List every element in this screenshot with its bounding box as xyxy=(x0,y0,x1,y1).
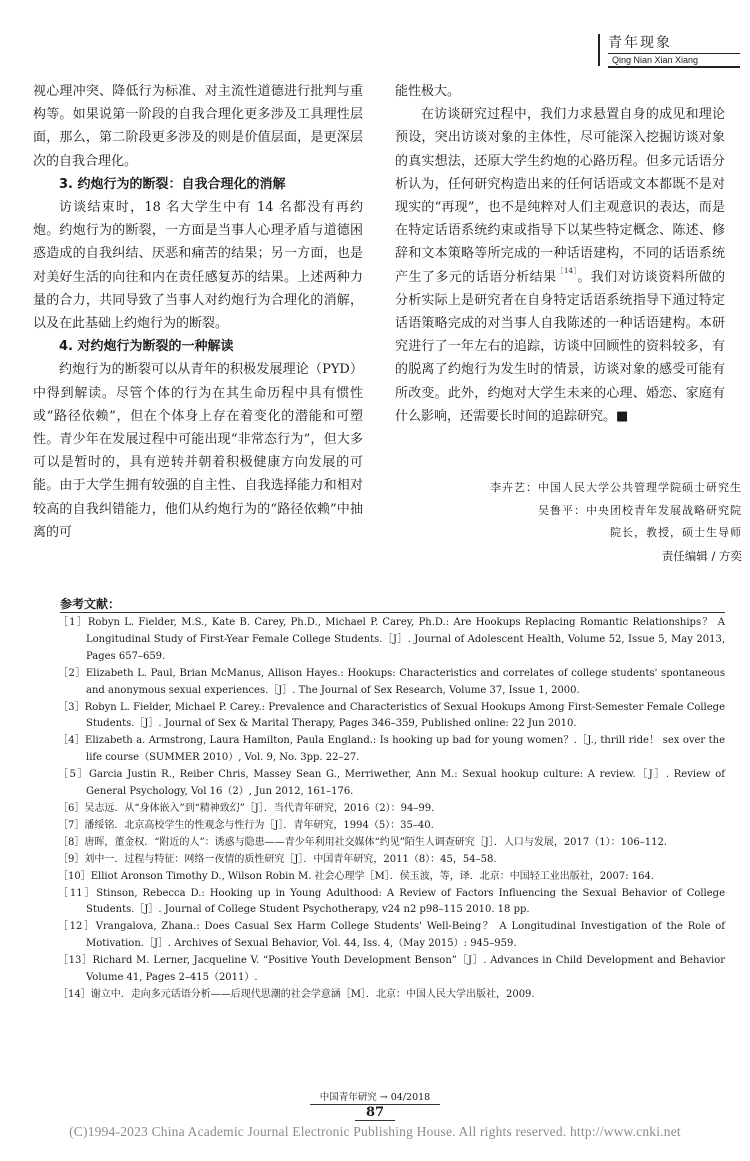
header-rule-thick xyxy=(608,66,740,68)
reference-item: ［4］Elizabeth a. Armstrong, Laura Hamilton, Paula England.: Is hooking up bad for young women？.［J., thrill ride！ sex over the life course（SUMMER 2010）, Vol. 9, No. 3pp. 22–27. xyxy=(58,735,725,764)
paragraph: 约炮行为的断裂可以从青年的积极发展理论（PYD）中得到解读。尽管个体的行为在其生命历程中具有惯性或“路径依赖”，但在个体身上存在着变化的潜能和可塑性。青少年在发展过程中可能出现“非常态行为”，但大多可以是暂时的，具有逆转并朝着积极健康方向发展的可能。由于大学生拥有较强的自主性、自我选择能力和相对较高的自我纠错能力，他们从约炮行为的“路径依赖”中抽离的可 xyxy=(33,362,363,540)
left-column xyxy=(33,80,363,544)
author-info xyxy=(382,477,742,567)
header-bar xyxy=(598,34,600,66)
reference-item: ［1］Robyn L. Fielder, M.S., Kate B. Carey, Ph.D., Michael P. Carey, Ph.D.: Are Hookups Replacing Romantic Relationships？ A Longitudinal Study of First-Year Female College Students.［J］. Journal of Adolescent Health, Volume 52, Issue 5, May 2013, Pages 657–659. xyxy=(58,617,725,662)
paragraph: 访谈结束时，18 名大学生中有 14 名都没有再约炮。约炮行为的断裂，一方面是当事人心理矛盾与道德困惑造成的自我纠结、厌恶和痛苦的结果；另一方面，也是对美好生活的向往和内在责任感复苏的结果。上述两种力量的合力，共同导致了当事人对约炮行为合理化的消解，以及在此基础上约炮行为的断裂。 xyxy=(33,200,363,332)
references-list xyxy=(58,615,725,1004)
paragraph-text: 在访谈研究过程中，我们力求悬置自身的成见和理论预设，突出访谈对象的主体性，尽可能深入挖掘访谈对象的真实想法，还原大学生约炮的心路历程。但多元话语分析认为，任何研究构造出来的任何话语或文本都既不是对现实的“再现”，也不是纯粹对人们主观意识的表达，而是在特定话语系统约束或指导下以某些特定概念、陈述、修辞和文本策略等所完成的一种话语建构，不同的话语系统产生了多元的话语分析结果 xyxy=(395,107,725,285)
author-line: 吴鲁平：中央团校青年发展战略研究院 xyxy=(538,503,742,517)
reference-item: ［7］潘绥铭．北京高校学生的性观念与性行为［J］．青年研究，1994（5）：35–40. xyxy=(58,819,434,831)
copyright-notice: (C)1994-2023 China Academic Journal Electronic Publishing House. All rights reserved. http://www.cnki.net xyxy=(69,1124,681,1139)
reference-item: ［3］Robyn L. Fielder, Michael P. Carey.: Prevalence and Characteristics of Sexual Hookups Among First-Semester Female College Students.［J］. Journal of Sex & Marital Therapy, Pages 346–359, Published online: 22 Jun 2010. xyxy=(58,701,725,730)
journal-issue: 中国青年研究 → 04/2018 xyxy=(310,1092,440,1105)
author-line: 李卉艺：中国人民大学公共管理学院硕士研究生 xyxy=(490,481,742,494)
citation-marker: ［14］ xyxy=(556,266,578,275)
reference-item: ［5］Garcia Justin R., Reiber Chris, Massey Sean G., Merriwether, Ann M.: Sexual hookup culture: A review.［J］. Review of General Psychology, Vol 16（2）, Jun 2012, 161–176. xyxy=(58,769,725,798)
section-heading-3: 3. 约炮行为的断裂：自我合理化的消解 xyxy=(59,176,286,192)
paragraph: 视心理冲突、降低行为标准、对主流性道德进行批判与重构等。如果说第一阶段的自我合理化更多涉及工具理性层面，那么，第二阶段更多涉及的则是价值层面，是更深层次的自我合理化。 xyxy=(33,84,363,169)
paragraph xyxy=(395,103,725,428)
reference-item: ［13］Richard M. Lerner, Jacqueline V. “Positive Youth Development Benson”［J］. Advances in Child Development and Behavior Volume 41, Pages 2–415（2011）. xyxy=(58,955,725,984)
page-number: 87 xyxy=(355,1106,395,1121)
references-title: 参考文献： xyxy=(60,597,121,611)
reference-item: ［9］刘中一．过程与特征：网络一夜情的质性研究［J］．中国青年研究，2011（8）：45，54–58. xyxy=(58,853,497,865)
references-divider xyxy=(60,612,725,613)
author-line: 院长，教授，硕士生导师 xyxy=(610,526,742,540)
paragraph: 能性极大。 xyxy=(395,84,461,99)
section-heading-4: 4. 对约炮行为断裂的一种解读 xyxy=(59,339,234,355)
reference-item: ［2］Elizabeth L. Paul, Brian McManus, Allison Hayes.: Hookups: Characteristics and correlates of college students' spontaneous and anonymous sexual experiences.［J］. The Journal of Sex Research, Volume 37, Issue 1, 2000. xyxy=(58,667,725,696)
section-title: 青年现象 xyxy=(608,35,672,51)
reference-item: ［6］吴志远．从“身体嵌入”到“精神致幻”［J］．当代青年研究，2016（2）：94–99. xyxy=(58,802,435,814)
reference-item: ［14］谢立中．走向多元话语分析——后现代思潮的社会学意涵［M］．北京：中国人民大学出版社，2009. xyxy=(58,988,535,1000)
reference-item: ［12］Vrangalova, Zhana.: Does Casual Sex Harm College Students' Well-Being？ A Longitudinal Investigation of the Role of Motivation.［J］. Archives of Sexual Behavior, Vol. 44, Iss. 4,（May 2015）: 945–959. xyxy=(58,921,725,950)
editor-line: 责任编辑 / 方奕 xyxy=(661,548,742,563)
reference-item: ［8］唐晖，董金权．“附近的人”：诱惑与隐患——青少年利用社交媒体“约见”陌生人调查研究［J］．人口与发展，2017（1）：106–112. xyxy=(58,836,667,848)
section-header xyxy=(598,34,740,68)
right-column xyxy=(395,80,725,428)
reference-item: ［11］Stinson, Rebecca D.: Hooking up in Young Adulthood: A Review of Factors Influencing the Sexual Behavior of College Students.［J］. Journal of College Student Psychotherapy, v24 n2 p98–115 2010. 18 pp. xyxy=(58,887,725,916)
section-title-pinyin: Qing Nian Xian Xiang xyxy=(612,55,699,65)
paragraph-text: 。我们对访谈资料所做的分析实际上是研究者在自身特定话语系统指导下通过特定话语策略完成的对当事人自我陈述的一种话语建构。本研究进行了一年左右的追踪，访谈中回顾性的资料较多，有的脱离了约炮行为发生时的情景，访谈对象的感受可能有所改变。此外，约炮对大学生未来的心理、婚恋、家庭有什么影响，还需要长时间的追踪研究。■ xyxy=(395,269,725,424)
reference-item: ［10］Elliot Aronson Timothy D., Wilson Robin M. 社会心理学［M］．侯玉波，等，译．北京：中国轻工业出版社，2007: 164. xyxy=(58,870,655,882)
